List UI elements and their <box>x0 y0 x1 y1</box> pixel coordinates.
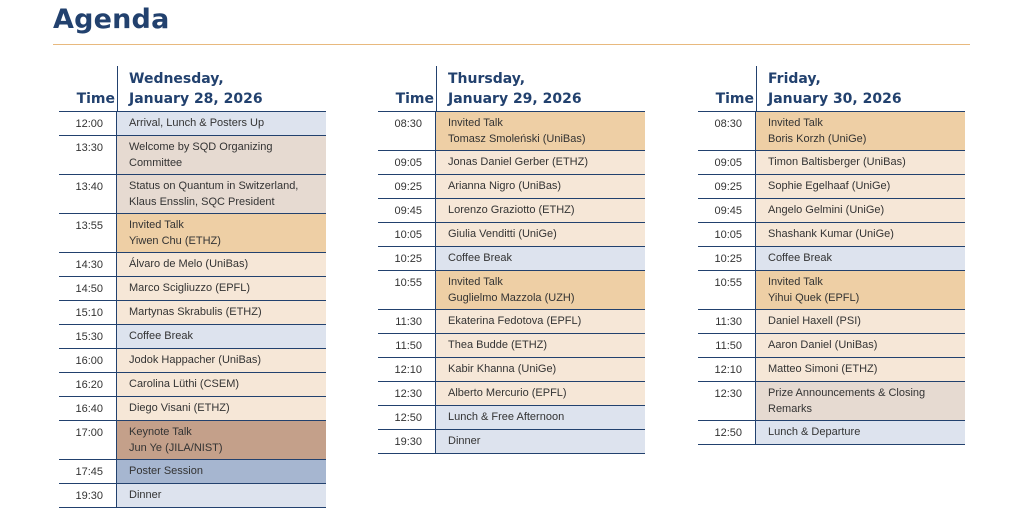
session-title: Invited Talk <box>448 276 503 288</box>
session-title: Jodok Happacher (UniBas) <box>129 354 262 366</box>
column-divider <box>436 66 437 111</box>
session-time: 09:05 <box>378 151 436 174</box>
schedule-row <box>378 430 645 454</box>
session-title: Marco Scigliuzzo (EPFL) <box>129 282 251 294</box>
session-title: Kabir Khanna (UniGe) <box>448 363 557 375</box>
schedule-row <box>378 247 645 271</box>
day-column-friday <box>698 66 965 445</box>
column-divider <box>756 66 757 111</box>
session-title: Carolina Lüthi (CSEM) <box>129 378 240 390</box>
page-title: Agenda <box>53 4 170 35</box>
session-time: 09:05 <box>698 151 756 174</box>
schedule-row <box>698 112 965 151</box>
time-header: Time <box>76 91 115 107</box>
session-time: 12:00 <box>59 112 117 135</box>
schedule-row <box>59 136 326 175</box>
session-title: Giulia Venditti (UniGe) <box>448 228 557 240</box>
day-date: January 29, 2026 <box>448 91 582 107</box>
column-header <box>698 66 965 112</box>
session-description <box>436 271 645 309</box>
session-description <box>756 247 965 270</box>
session-description <box>756 151 965 174</box>
session-time: 10:55 <box>378 271 436 309</box>
session-title: Angelo Gelmini (UniGe) <box>768 204 885 216</box>
session-title: Timon Baltisberger (UniBas) <box>768 156 906 168</box>
schedule-row <box>59 460 326 484</box>
schedule-row <box>698 175 965 199</box>
session-description <box>436 223 645 246</box>
session-description <box>117 325 326 348</box>
session-time: 19:30 <box>59 484 117 507</box>
session-title: Thea Budde (ETHZ) <box>448 339 548 351</box>
session-description <box>436 151 645 174</box>
schedule-row <box>378 199 645 223</box>
session-subtitle: Guglielmo Mazzola (UZH) <box>448 292 575 304</box>
session-title: Álvaro de Melo (UniBas) <box>129 258 249 270</box>
session-time: 08:30 <box>698 112 756 150</box>
session-time: 14:50 <box>59 277 117 300</box>
schedule-row <box>698 199 965 223</box>
session-time: 13:40 <box>59 175 117 213</box>
session-description <box>756 175 965 198</box>
session-title: Sophie Egelhaaf (UniGe) <box>768 180 891 192</box>
session-subtitle: Committee <box>129 157 183 169</box>
session-description <box>436 199 645 222</box>
schedule-row <box>698 310 965 334</box>
schedule-row <box>698 382 965 421</box>
session-description <box>436 112 645 150</box>
session-time: 10:55 <box>698 271 756 309</box>
session-title: Arrival, Lunch & Posters Up <box>129 117 265 129</box>
session-description <box>117 397 326 420</box>
day-column-wednesday <box>59 66 326 508</box>
session-title: Dinner <box>448 435 481 447</box>
schedule-row <box>378 382 645 406</box>
session-description <box>436 310 645 333</box>
session-description <box>436 175 645 198</box>
schedule-row <box>378 358 645 382</box>
column-header <box>378 66 645 112</box>
session-description <box>117 136 326 174</box>
session-title: Lorenzo Graziotto (ETHZ) <box>448 204 575 216</box>
session-description <box>117 112 326 135</box>
session-title: Aaron Daniel (UniBas) <box>768 339 878 351</box>
session-time: 13:30 <box>59 136 117 174</box>
session-subtitle: Jun Ye (JILA/NIST) <box>129 442 223 454</box>
schedule-row <box>59 112 326 136</box>
day-heading <box>448 69 643 109</box>
schedule-row <box>698 271 965 310</box>
time-header: Time <box>395 91 434 107</box>
session-time: 11:50 <box>378 334 436 357</box>
column-header <box>59 66 326 112</box>
session-time: 10:05 <box>378 223 436 246</box>
schedule-row <box>378 112 645 151</box>
session-time: 12:50 <box>378 406 436 429</box>
schedule-row <box>59 349 326 373</box>
schedule-row <box>59 397 326 421</box>
session-subtitle: Klaus Ensslin, SQC President <box>129 196 275 208</box>
schedule-rows <box>59 112 326 508</box>
session-time: 11:30 <box>698 310 756 333</box>
schedule-rows <box>378 112 645 454</box>
session-description <box>117 349 326 372</box>
session-title: Invited Talk <box>768 276 823 288</box>
session-description <box>756 199 965 222</box>
session-subtitle: Tomasz Smoleński (UniBas) <box>448 133 586 145</box>
session-description <box>436 358 645 381</box>
session-description <box>756 382 965 420</box>
session-title: Prize Announcements & Closing <box>768 387 926 399</box>
session-title: Status on Quantum in Switzerland, <box>129 180 299 192</box>
session-time: 09:25 <box>698 175 756 198</box>
session-title: Invited Talk <box>768 117 823 129</box>
schedule-row <box>378 310 645 334</box>
schedule-row <box>698 223 965 247</box>
session-time: 17:45 <box>59 460 117 483</box>
schedule-row <box>59 214 326 253</box>
session-title: Dinner <box>129 489 162 501</box>
session-description <box>436 334 645 357</box>
schedule-row <box>378 175 645 199</box>
session-time: 09:45 <box>698 199 756 222</box>
session-description <box>756 358 965 381</box>
session-time: 16:00 <box>59 349 117 372</box>
session-title: Coffee Break <box>129 330 194 342</box>
session-description <box>756 310 965 333</box>
schedule-row <box>698 151 965 175</box>
day-heading <box>768 69 963 109</box>
session-title: Keynote Talk <box>129 426 192 438</box>
schedule-row <box>59 484 326 508</box>
session-title: Coffee Break <box>768 252 833 264</box>
session-subtitle: Remarks <box>768 403 813 415</box>
session-time: 14:30 <box>59 253 117 276</box>
session-title: Invited Talk <box>129 219 184 231</box>
session-time: 15:10 <box>59 301 117 324</box>
schedule-rows <box>698 112 965 445</box>
schedule-row <box>59 325 326 349</box>
schedule-row <box>378 406 645 430</box>
session-description <box>756 112 965 150</box>
session-title: Poster Session <box>129 465 203 477</box>
session-description <box>756 334 965 357</box>
session-time: 09:25 <box>378 175 436 198</box>
schedule-row <box>378 151 645 175</box>
session-description <box>117 253 326 276</box>
session-time: 12:30 <box>378 382 436 405</box>
session-time: 17:00 <box>59 421 117 459</box>
session-subtitle: Boris Korzh (UniGe) <box>768 133 867 145</box>
session-title: Arianna Nigro (UniBas) <box>448 180 562 192</box>
session-time: 12:10 <box>378 358 436 381</box>
session-time: 19:30 <box>378 430 436 453</box>
session-time: 11:50 <box>698 334 756 357</box>
session-time: 10:25 <box>698 247 756 270</box>
day-heading <box>129 69 324 109</box>
day-name: Friday, <box>768 71 821 87</box>
session-description <box>436 406 645 429</box>
schedule-row <box>698 421 965 445</box>
day-column-thursday <box>378 66 645 454</box>
session-subtitle: Yihui Quek (EPFL) <box>768 292 860 304</box>
session-description <box>117 277 326 300</box>
schedule-row <box>59 175 326 214</box>
session-time: 09:45 <box>378 199 436 222</box>
session-time: 16:20 <box>59 373 117 396</box>
schedule-row <box>698 358 965 382</box>
session-time: 11:30 <box>378 310 436 333</box>
session-time: 12:30 <box>698 382 756 420</box>
session-title: Welcome by SQD Organizing <box>129 141 273 153</box>
session-title: Ekaterina Fedotova (EPFL) <box>448 315 582 327</box>
schedule-row <box>378 334 645 358</box>
session-time: 13:55 <box>59 214 117 252</box>
schedule-row <box>59 277 326 301</box>
session-title: Shashank Kumar (UniGe) <box>768 228 894 240</box>
session-title: Alberto Mercurio (EPFL) <box>448 387 567 399</box>
time-header: Time <box>715 91 754 107</box>
day-name: Wednesday, <box>129 71 224 87</box>
session-title: Coffee Break <box>448 252 513 264</box>
session-time: 15:30 <box>59 325 117 348</box>
session-description <box>117 460 326 483</box>
schedule-row <box>698 334 965 358</box>
session-title: Matteo Simoni (ETHZ) <box>768 363 878 375</box>
session-time: 08:30 <box>378 112 436 150</box>
session-description <box>756 223 965 246</box>
schedule-row <box>59 373 326 397</box>
schedule-row <box>59 253 326 277</box>
schedule-row <box>59 301 326 325</box>
session-description <box>117 421 326 459</box>
session-title: Invited Talk <box>448 117 503 129</box>
session-time: 12:50 <box>698 421 756 444</box>
schedule-row <box>59 421 326 460</box>
session-description <box>436 247 645 270</box>
session-description <box>117 373 326 396</box>
session-description <box>756 271 965 309</box>
session-time: 10:25 <box>378 247 436 270</box>
day-date: January 28, 2026 <box>129 91 263 107</box>
session-title: Martynas Skrabulis (ETHZ) <box>129 306 262 318</box>
session-description <box>117 214 326 252</box>
schedule-row <box>378 271 645 310</box>
session-title: Lunch & Free Afternoon <box>448 411 565 423</box>
session-description <box>756 421 965 444</box>
column-divider <box>117 66 118 111</box>
day-name: Thursday, <box>448 71 526 87</box>
session-description <box>117 484 326 507</box>
session-description <box>117 175 326 213</box>
session-time: 16:40 <box>59 397 117 420</box>
session-description <box>117 301 326 324</box>
schedule-row <box>698 247 965 271</box>
session-description <box>436 430 645 453</box>
session-title: Daniel Haxell (PSI) <box>768 315 861 327</box>
session-title: Lunch & Departure <box>768 426 861 438</box>
session-title: Diego Visani (ETHZ) <box>129 402 230 414</box>
title-divider <box>53 44 970 45</box>
schedule-row <box>378 223 645 247</box>
session-title: Jonas Daniel Gerber (ETHZ) <box>448 156 588 168</box>
session-time: 10:05 <box>698 223 756 246</box>
session-description <box>436 382 645 405</box>
session-time: 12:10 <box>698 358 756 381</box>
session-subtitle: Yiwen Chu (ETHZ) <box>129 235 221 247</box>
day-date: January 30, 2026 <box>768 91 902 107</box>
